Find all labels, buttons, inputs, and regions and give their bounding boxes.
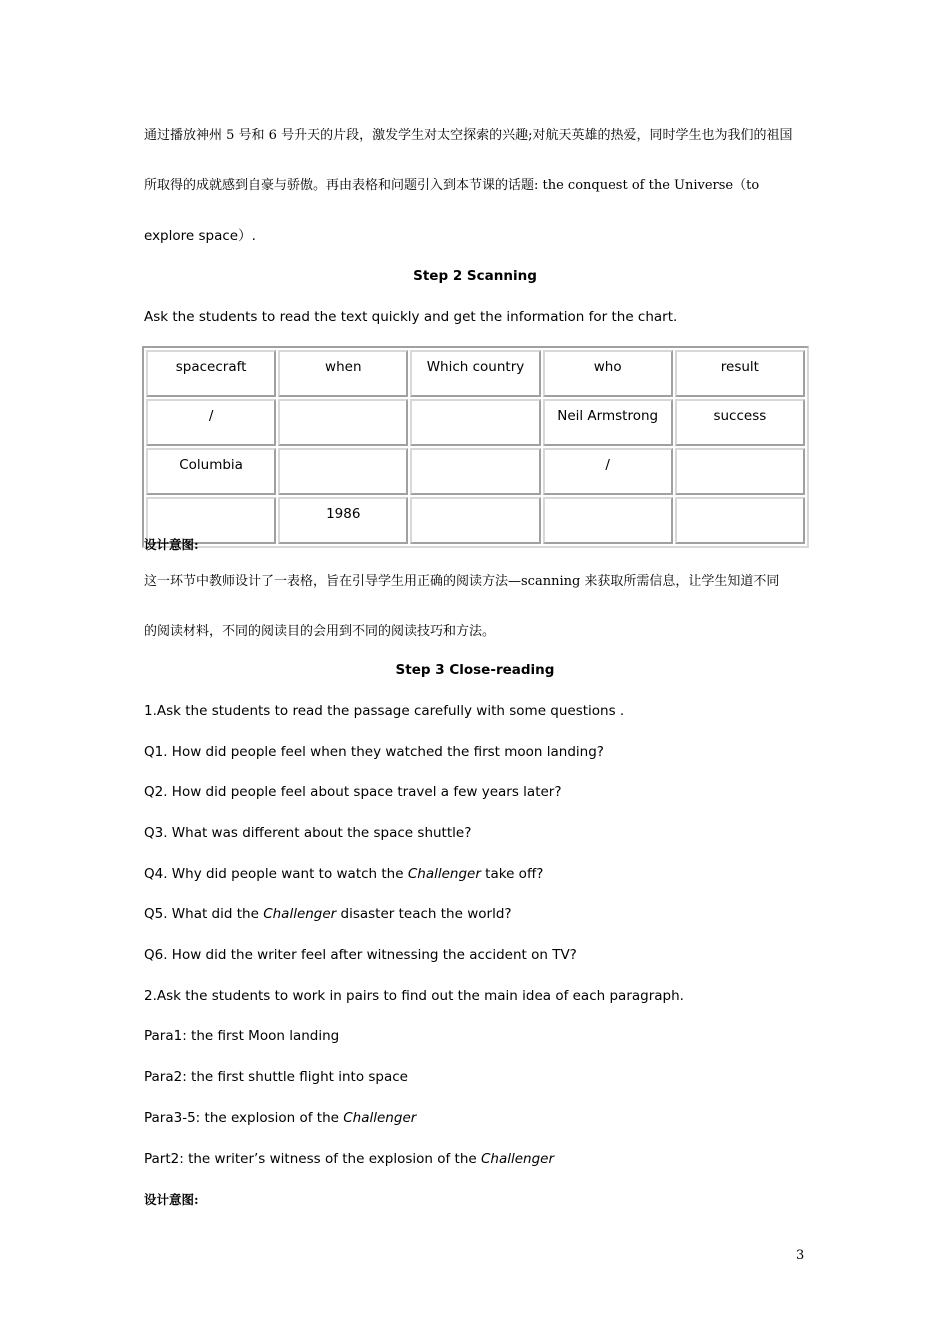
table-cell (410, 497, 540, 544)
step3-heading: Step 3 Close-reading (395, 662, 555, 678)
step3-task-1: 1.Ask the students to read the passage carefully with some questions . (144, 703, 625, 719)
challenger-italic: Challenger (343, 1110, 417, 1126)
header-cell: Which country (410, 350, 540, 397)
table-cell (410, 448, 540, 495)
page-number: 3 (796, 1248, 805, 1263)
challenger-italic: Challenger (263, 906, 337, 922)
table-row (146, 399, 805, 446)
question-5 (144, 904, 512, 924)
header-cell: when (278, 350, 408, 397)
scanning-chart (142, 346, 809, 548)
step2-design-line-1: 这一环节中教师设计了一表格，旨在引导学生用正确的阅读方法—scanning 来获取所需信息，让学生知道不同 (144, 574, 780, 589)
step2-design-label: 设计意图: (144, 537, 199, 552)
question-1: Q1. How did people feel when they watched the first moon landing? (144, 744, 604, 760)
part-2-idea (144, 1149, 554, 1169)
step3-design-label: 设计意图: (144, 1192, 199, 1207)
intro-line-2: 所取得的成就感到自豪与骄傲。再由表格和问题引入到本节课的话题: the conquest of the Universe（to (144, 178, 760, 193)
table-cell: / (146, 399, 276, 446)
table-cell (675, 497, 805, 544)
challenger-italic: Challenger (480, 1151, 555, 1167)
para-3-5-text: Para3-5: the explosion of the (144, 1110, 344, 1126)
question-5-tail: disaster teach the world? (336, 906, 512, 922)
header-cell: who (543, 350, 673, 397)
table-cell (278, 399, 408, 446)
table-cell: success (675, 399, 805, 446)
table-cell (675, 448, 805, 495)
question-2: Q2. How did people feel about space travel a few years later? (144, 784, 562, 800)
table-cell (410, 399, 540, 446)
step2-instruction: Ask the students to read the text quickly and get the information for the chart. (144, 309, 678, 325)
table-cell: 1986 (278, 497, 408, 544)
step2-design-line-2: 的阅读材料，不同的阅读目的会用到不同的阅读技巧和方法。 (144, 624, 496, 639)
challenger-italic: Challenger (407, 866, 481, 882)
step2-heading: Step 2 Scanning (413, 268, 537, 284)
table-header-row (146, 350, 805, 397)
header-cell: result (675, 350, 805, 397)
header-cell: spacecraft (146, 350, 276, 397)
question-3: Q3. What was different about the space shuttle? (144, 825, 472, 841)
table-row (146, 497, 805, 544)
para-3-5-idea (144, 1108, 416, 1128)
table-cell: / (543, 448, 673, 495)
table-cell: Columbia (146, 448, 276, 495)
question-4-tail: take off? (480, 866, 544, 882)
table-row (146, 448, 805, 495)
question-4-text: Q4. Why did people want to watch the (144, 866, 408, 882)
part-2-text: Part2: the writer’s witness of the explosion of the (144, 1151, 481, 1167)
table-cell: Neil Armstrong (543, 399, 673, 446)
intro-line-3: explore space）. (144, 228, 256, 244)
step3-task-2: 2.Ask the students to work in pairs to find out the main idea of each paragraph. (144, 988, 684, 1004)
question-4 (144, 864, 543, 884)
question-6: Q6. How did the writer feel after witnessing the accident on TV? (144, 947, 577, 963)
question-5-text: Q5. What did the (144, 906, 264, 922)
table-cell (543, 497, 673, 544)
para-1-idea: Para1: the first Moon landing (144, 1028, 340, 1044)
intro-line-1: 通过播放神州 5 号和 6 号升天的片段，激发学生对太空探索的兴趣;对航天英雄的热爱，同时学生也为我们的祖国 (144, 128, 793, 143)
table-cell (278, 448, 408, 495)
para-2-idea: Para2: the first shuttle flight into space (144, 1069, 408, 1085)
